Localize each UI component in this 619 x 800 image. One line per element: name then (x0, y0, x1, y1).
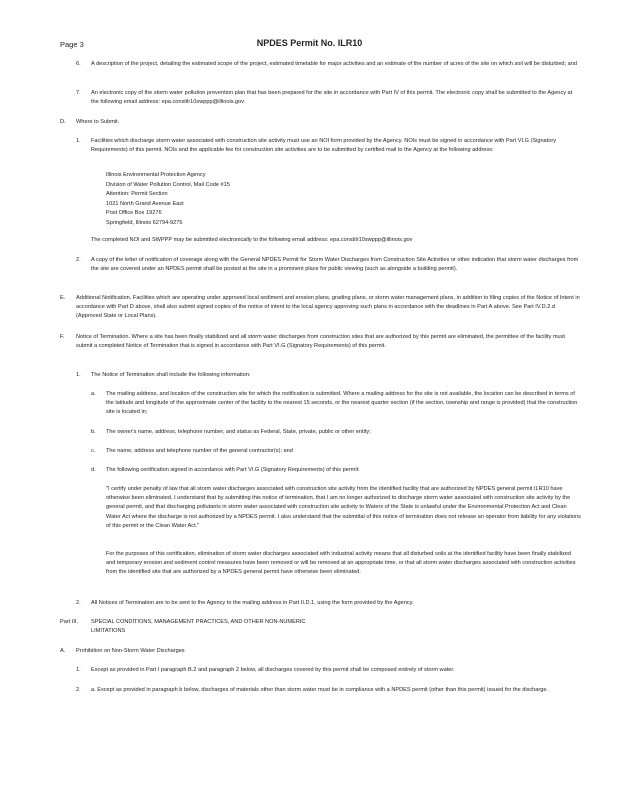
section-label: A. (60, 648, 66, 654)
subitem-label: d. (91, 467, 96, 473)
subitem-label: b. (91, 429, 96, 435)
item-label: 7. (76, 90, 81, 96)
certification-statement: "I certify under penalty of law that all storm water discharges associated with construction site activity from the identified facility that are authorized by NPDES general permit ILR10 have otherwise been eliminated. I understand that by submitting this notice of termination, that I am no longer authorized to discharge storm water associated with construction site activity by the general permit, and that discharging pollutants in storm water associated with construction site activity to Waters of the State is unlawful under the Environmental Protection Act and Clean Water Act where the discharge is not authorized by a NPDES permit. I also understand that the submittal of this notice of termination does not release an operator from liability for any violations of this permit or the Clean Water Act." (106, 486, 581, 529)
section-text: Additional Notification. Facilities which are operating under approved local sediment and erosion plans, grading plans, or storm water management plans, in addition to filing copies of the Notice of Intent in accordance with Part D above, shall also submit signed copies of the notice of intent to the local agency approving such plans in accordance with the deadlines in Part A above. See Part IV.D.2.d (Approved State or Local Plans). (76, 295, 580, 320)
item-text: Facilities which discharge storm water associated with construction site activity must use an NOI form provided by the Agency. NOIs must be signed in accordance with Part VI.G (Signatory Requirements) of this permit. NOIs and the applicable fee for construction site activities are to be submitted by certified mail to the Agency at the following address: (91, 138, 556, 154)
subitem-text: The following certification signed in accordance with Part VI.G (Signatory Requirements) of this permit: (106, 467, 360, 473)
item-text: An electronic copy of the storm water pollution prevention plan that has been prepared for the site in accordance with Part IV of this permit. The electronic copy shall be submitted to the Agency at the following email address: epa.constilr10swppp@illinois.gov (91, 90, 573, 106)
item-text: All Notices of Termination are to be sent to the Agency to the mailing address in Part II.D.1, using the form provided by the Agency. (91, 600, 414, 606)
item-label: 1. (76, 372, 81, 378)
subitem-text: The mailing address, and location of the construction site for which the notification is submitted. Where a mailing address for the site is not available, the location can be described in terms of the latitude and longitude of the approximate center of the facility to the nearest 15 seconds, or the nearest quarter section (if the section, township and range is provided) that the construction site is located in; (106, 391, 578, 416)
item-label: 1. (76, 138, 81, 144)
address-line: Attention: Permit Section (106, 191, 168, 198)
section-heading: Where to Submit. (76, 119, 120, 125)
item-label: 2. (76, 257, 81, 263)
subitem-label: a. (91, 391, 96, 397)
certification-definition: For the purposes of this certification, elimination of storm water discharges associated with industrial activity means that all disturbed soils at the identified facility have been finally stabilized and temporary erosion and sediment control measures have been removed or will be removed at an appropriate time, or that all storm water discharges associated with construction activities from the identified site that are authorized by a NPDES general permit have otherwise been eliminated. (106, 551, 576, 576)
item-label: 2. (76, 600, 81, 606)
section-label: E. (60, 295, 66, 301)
item-label: 2. (76, 687, 81, 693)
item-text: Except as provided in Part I paragraph B.2 and paragraph 2 below, all discharges covered by this permit shall be composed entirely of storm water. (91, 667, 455, 673)
address-line: Illinois Environmental Protection Agency (106, 172, 206, 178)
address-line: Division of Water Pollution Control, Mail Code #15 (106, 181, 230, 188)
item-text: A copy of the letter of notification of coverage along with the General NPDES Permit for Storm Water Discharges from Construction Site Activities or other indication that storm water discharges from the site are covered under an NPDES permit shall be posted at the site in a prominent place for public viewing (such as alongside a building permit). (91, 257, 579, 273)
section-heading: Prohibition on Non-Storm Water Discharges (76, 648, 185, 654)
email-submission-note: The completed NOI and SWPPP may be submitted electronically to the following email address: epa.constilr10swppp@illinois.gov (91, 237, 413, 243)
address-line: 1021 North Grand Avenue East (106, 200, 184, 207)
subitem-text: The owner's name, address, telephone number, and status as Federal, State, private, public or other entity; (106, 429, 371, 435)
section-label: F. (60, 334, 65, 340)
item-text: a. Except as provided in paragraph b below, discharges of materials other than storm water must be in compliance with a NPDES permit (other than this permit) issued for the discharge. (91, 687, 549, 693)
item-label: 6. (76, 61, 81, 67)
page-number: Page 3 (60, 40, 84, 49)
address-line: Springfield, Illinois 62794-9276 (106, 219, 183, 226)
section-label: D. (60, 119, 66, 125)
part-label: Part III. (60, 619, 79, 625)
item-text: A description of the project, detailing the estimated scope of the project, estimated timetable for major activities and an estimate of the number of acres of the site on which soil will be disturbed; and (91, 61, 577, 67)
part-heading: SPECIAL CONDITIONS, MANAGEMENT PRACTICES, AND OTHER NON-NUMERIC LIMITATIONS (91, 619, 306, 635)
item-label: 1. (76, 667, 81, 673)
section-text: Notice of Termination. Where a site has been finally stabilized and all storm water discharges from construction sites that are authorized by this permit are eliminated, the permittee of the facility must submit a completed Notice of Termination that is signed in accordance with Part VI.G (Signatory Requirements) of this permit. (76, 334, 565, 350)
mailing-address (106, 171, 230, 229)
subitem-text: The name, address and telephone number of the general contractor(s); and (106, 448, 293, 454)
subitem-label: c. (91, 448, 96, 454)
permit-title: NPDES Permit No. ILR10 (256, 38, 363, 48)
address-line: Post Office Box 19276 (106, 210, 162, 217)
item-text: The Notice of Termination shall include the following information: (91, 372, 251, 378)
